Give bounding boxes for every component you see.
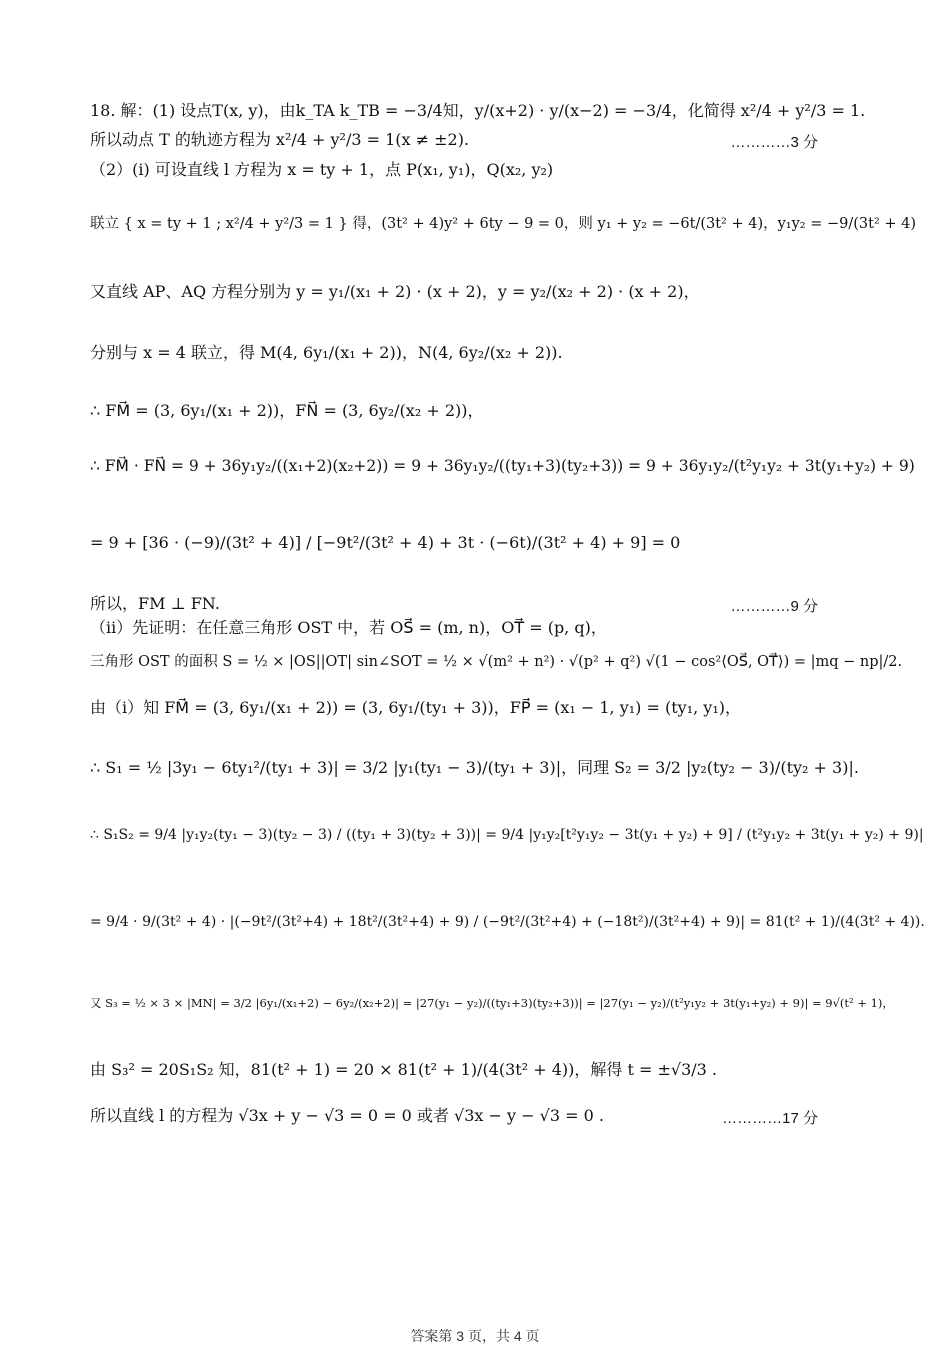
line-7: ∴ FM⃗ = (3, 6y₁/(x₁ + 2))，FN⃗ = (3, 6y₂/(x₂ + 2))，	[90, 401, 484, 420]
score-17: …………17 分	[722, 1110, 818, 1127]
score-9: …………9 分	[730, 598, 818, 615]
line-16: = 9/4 · 9/(3t² + 4) · |(−9t²/(3t²+4) + 18t²/(3t²+4) + 9) / (−9t²/(3t²+4) + (−18t²)/(3t²+4) + 9)| = 81(t² + 1)/(4(3t² + 4)).	[90, 914, 925, 930]
line-13: 由（i）知 FM⃗ = (3, 6y₁/(x₁ + 2)) = (3, 6y₁/(ty₁ + 3))，FP⃗ = (x₁ − 1, y₁) = (ty₁, y₁)，	[90, 698, 741, 717]
line-12: 三角形 OST 的面积 S = ½ × |OS||OT| sin∠SOT = ½ × √(m² + n²) · √(p² + q²) √(1 − cos²⟨OS⃗, OT⃗⟩) = |mq − np|/2.	[90, 654, 903, 670]
line-5: 又直线 AP、AQ 方程分别为 y = y₁/(x₁ + 2) · (x + 2)，y = y₂/(x₂ + 2) · (x + 2)，	[90, 282, 700, 301]
line-19: 所以直线 l 的方程为 √3x + y − √3 = 0 = 0 或者 √3x − y − √3 = 0 .	[90, 1106, 604, 1125]
line-14: ∴ S₁ = ½ |3y₁ − 6ty₁²/(ty₁ + 3)| = 3/2 |y₁(ty₁ − 3)/(ty₁ + 3)|，同理 S₂ = 3/2 |y₂(ty₂ − 3)/(ty₂ + 3)|.	[90, 758, 859, 777]
line-9: = 9 + [36 · (−9)/(3t² + 4)] / [−9t²/(3t² + 4) + 3t · (−6t)/(3t² + 4) + 9] = 0	[90, 533, 681, 552]
line-11: （ii）先证明：在任意三角形 OST 中，若 OS⃗ = (m, n)，OT⃗ = (p, q)，	[90, 618, 607, 637]
line-18: 由 S₃² = 20S₁S₂ 知，81(t² + 1) = 20 × 81(t² + 1)/(4(3t² + 4))，解得 t = ±√3/3 .	[90, 1060, 717, 1079]
page-footer: 答案第 3 页，共 4 页	[410, 1328, 540, 1344]
line-8: ∴ FM⃗ · FN⃗ = 9 + 36y₁y₂/((x₁+2)(x₂+2)) = 9 + 36y₁y₂/((ty₁+3)(ty₂+3)) = 9 + 36y₁y₂/(t²y₁y₂ + 3t(y₁+y₂) + 9)	[90, 457, 915, 475]
line-17: 又 S₃ = ½ × 3 × |MN| = 3/2 |6y₁/(x₁+2) − 6y₂/(x₂+2)| = |27(y₁ − y₂)/((ty₁+3)(ty₂+3))| = |27(y₁ − y₂)/(t²y₁y₂ + 3t(y₁+y₂) + 9)| = 9√(t² + 1)，	[90, 996, 894, 1010]
line-4: 联立 { x = ty + 1 ; x²/4 + y²/3 = 1 } 得，(3t² + 4)y² + 6ty − 9 = 0，则 y₁ + y₂ = −6t/(3t² + 4)，y₁y₂ = −9/(3t² + 4)	[90, 216, 917, 232]
line-3: （2）(i) 可设直线 l 方程为 x = ty + 1，点 P(x₁, y₁)，Q(x₂, y₂)	[90, 160, 554, 179]
line-15: ∴ S₁S₂ = 9/4 |y₁y₂(ty₁ − 3)(ty₂ − 3) / ((ty₁ + 3)(ty₂ + 3))| = 9/4 |y₁y₂[t²y₁y₂ − 3t(y₁ + y₂) + 9] / (t²y₁y₂ + 3t(y₁ + y₂) + 9)|	[90, 827, 924, 843]
line-2: 所以动点 T 的轨迹方程为 x²/4 + y²/3 = 1(x ≠ ±2).	[90, 130, 470, 149]
score-3: …………3 分	[730, 134, 818, 151]
line-10: 所以，FM ⊥ FN.	[90, 594, 220, 613]
line-6: 分别与 x = 4 联立，得 M(4, 6y₁/(x₁ + 2))，N(4, 6y₂/(x₂ + 2)).	[90, 343, 563, 362]
line-1: 18. 解：(1) 设点T(x, y)，由k_TA k_TB = −3/4知，y/(x+2) · y/(x−2) = −3/4，化简得 x²/4 + y²/3 = 1.	[90, 101, 866, 120]
